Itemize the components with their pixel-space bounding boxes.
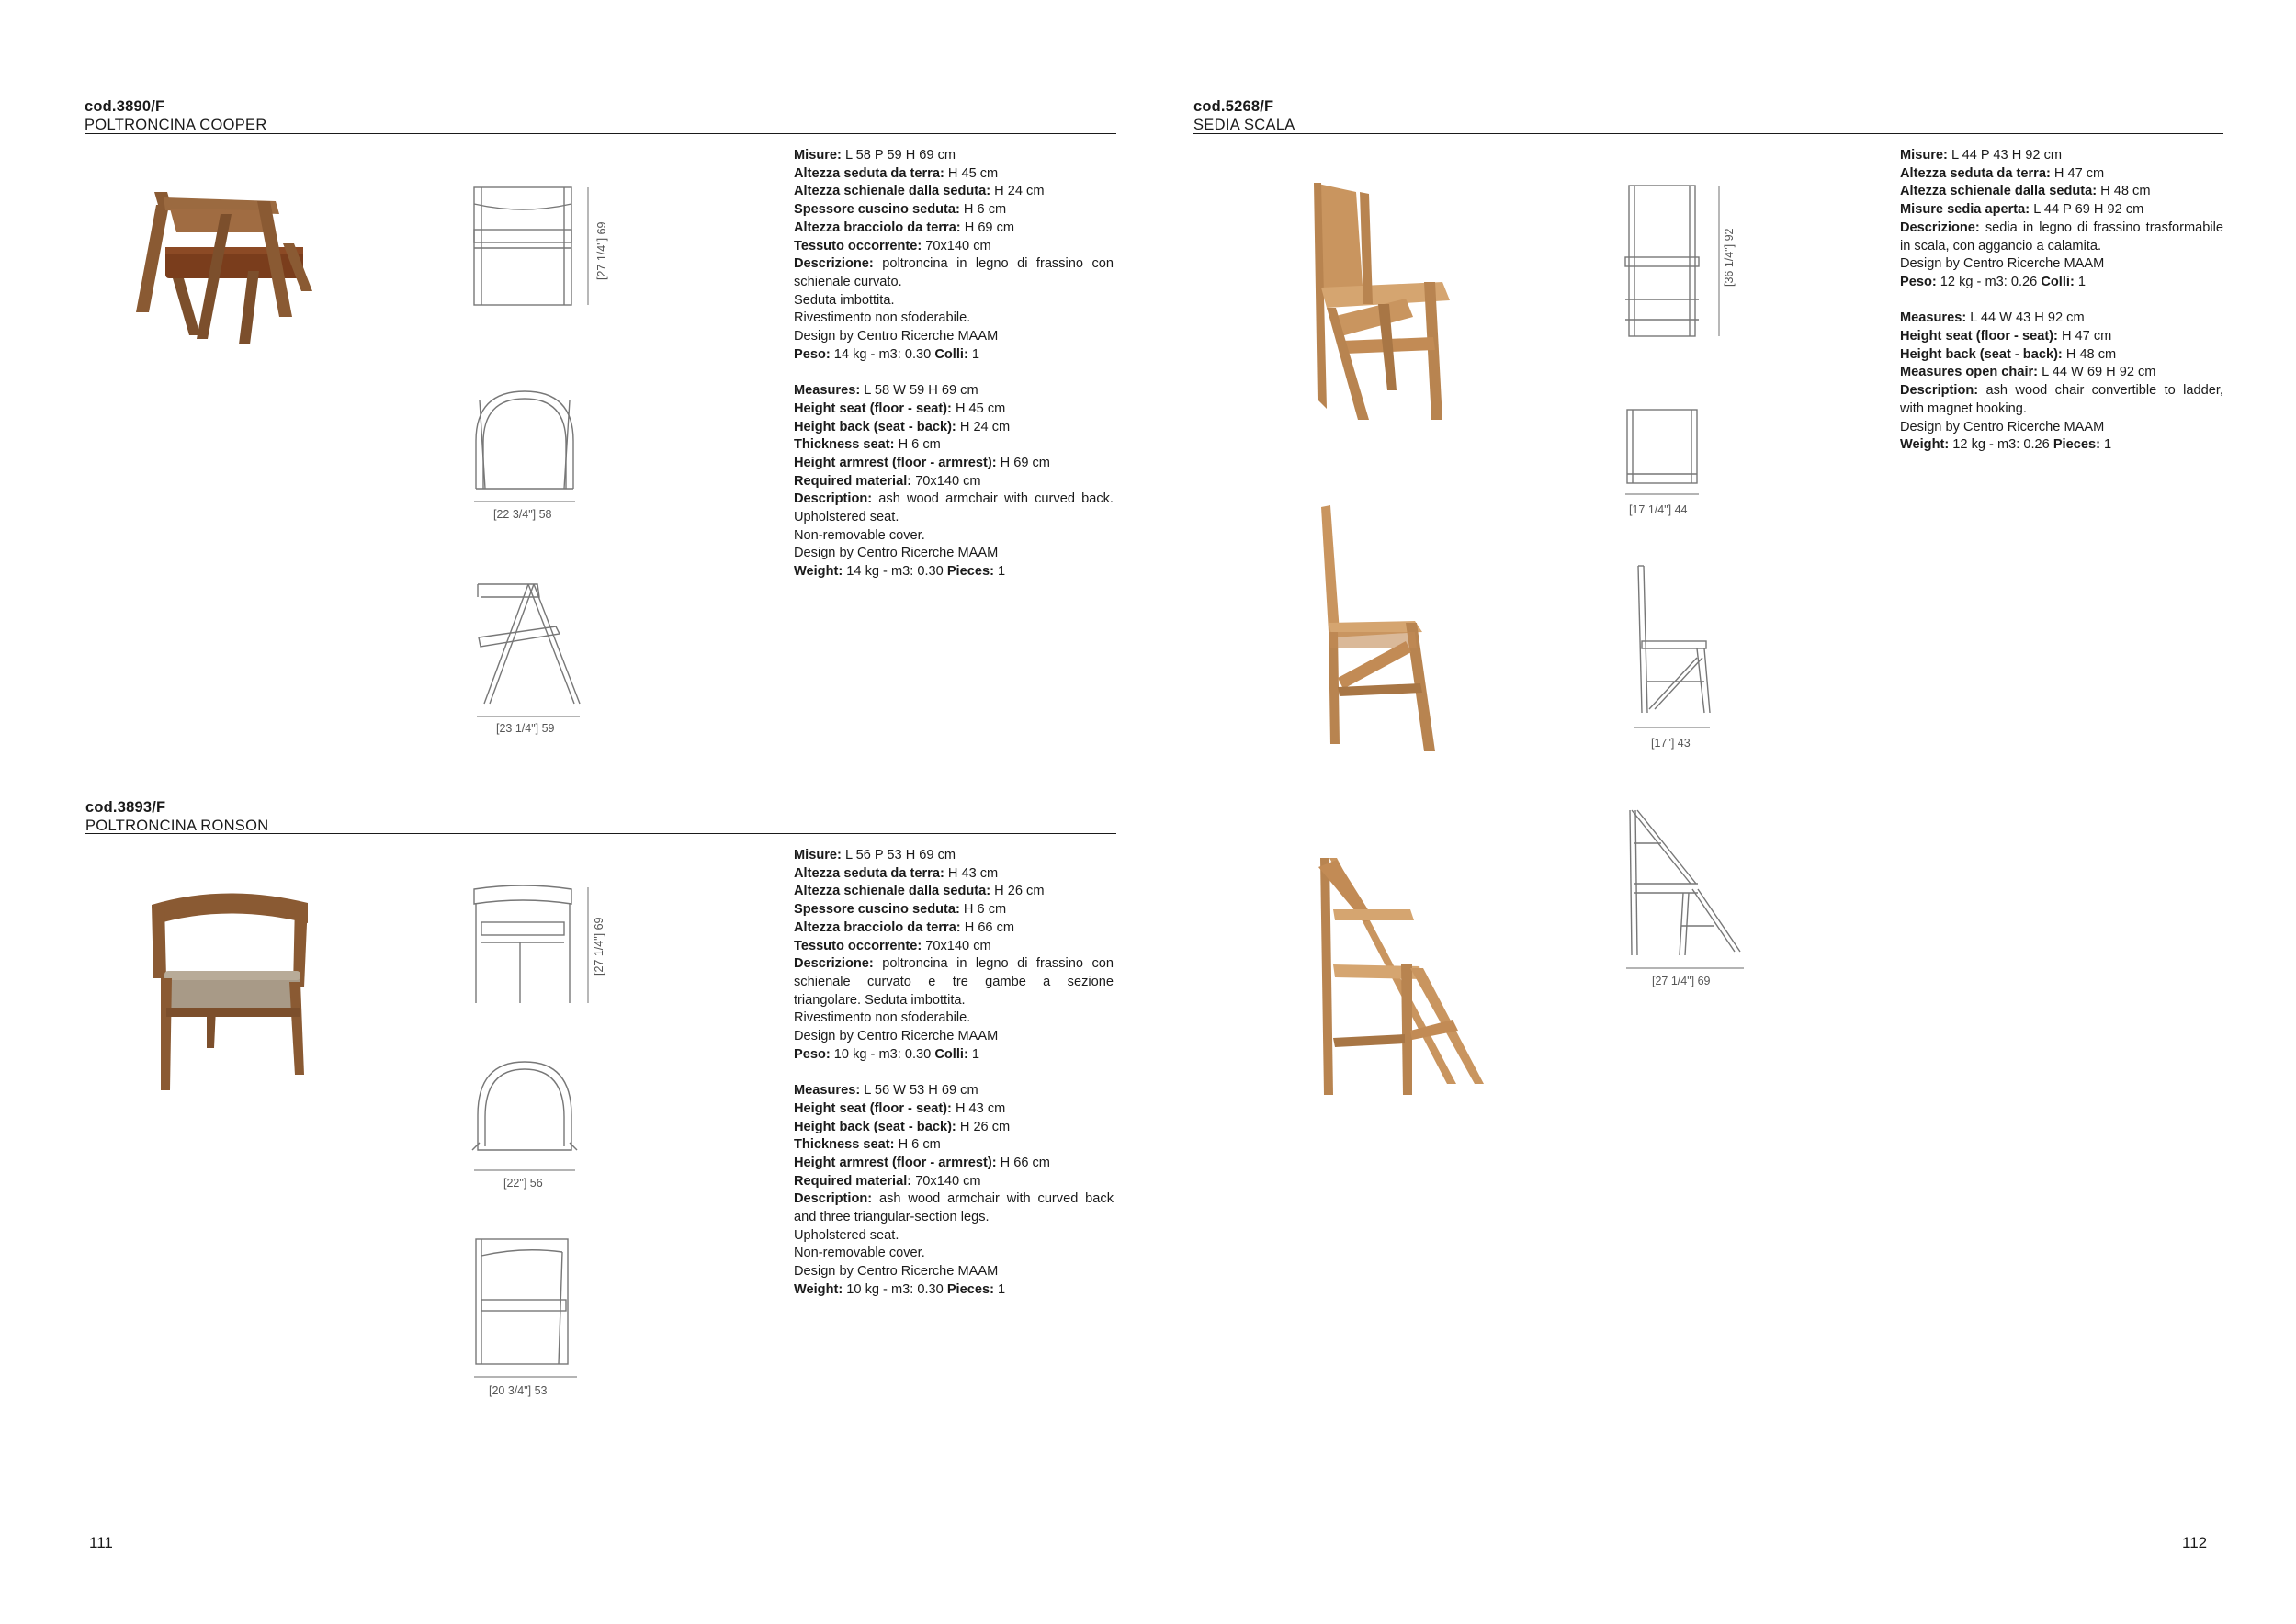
ronson-width-dim: [22"] 56	[503, 1177, 543, 1190]
spec-line: Altezza schienale dalla seduta: H 48 cm	[1900, 184, 2151, 199]
spec-line: Rivestimento non sfoderabile.	[794, 1010, 971, 1026]
page-number-right: 112	[2182, 1534, 2208, 1551]
spec-line: Measures: L 58 W 59 H 69 cm	[794, 383, 978, 399]
spec-line: Misure sedia aperta: L 44 P 69 H 92 cm	[1900, 202, 2144, 218]
spec-line: Misure: L 44 P 43 H 92 cm	[1900, 148, 2063, 163]
ronson-spec-it	[794, 847, 1114, 1300]
spec-line: Description: ash wood armchair with curved back	[794, 1191, 1114, 1207]
spec-line: Weight: 10 kg - m3: 0.30 Pieces: 1	[794, 1281, 1006, 1297]
spec-line: Measures open chair: L 44 W 69 H 92 cm	[1900, 365, 2156, 380]
spec-line: Altezza bracciolo da terra: H 66 cm	[794, 919, 1015, 935]
product-code: cod.3893/F	[85, 799, 166, 816]
scala-spec-it	[1900, 147, 2223, 455]
scala-top-drawing	[1622, 406, 1704, 498]
spec-line: Thickness seat: H 6 cm	[794, 437, 941, 453]
section-divider	[1193, 133, 2223, 134]
section-divider	[85, 133, 1116, 134]
spec-line: Design by Centro Ricerche MAAM	[794, 546, 999, 561]
scala-open-drawing	[1624, 806, 1753, 972]
ronson-side-drawing	[470, 1235, 581, 1382]
spec-line: Spessore cuscino seduta: H 6 cm	[794, 902, 1007, 918]
scala-width-dim: [17 1/4"] 44	[1629, 503, 1688, 516]
spec-line: Peso: 12 kg - m3: 0.26 Colli: 1	[1900, 274, 2086, 289]
spec-line: Altezza schienale dalla seduta: H 24 cm	[794, 184, 1045, 199]
spec-line: Peso: 14 kg - m3: 0.30 Colli: 1	[794, 346, 979, 362]
ronson-top-drawing	[470, 1054, 581, 1174]
spec-line: Height seat (floor - seat): H 47 cm	[1900, 329, 2112, 344]
spec-line: Design by Centro Ricerche MAAM	[1900, 256, 2105, 272]
section-divider	[85, 833, 1116, 834]
spec-line: Upholstered seat.	[794, 510, 899, 525]
spec-line: Peso: 10 kg - m3: 0.30 Colli: 1	[794, 1046, 979, 1062]
ronson-armchair-photo	[142, 886, 326, 1098]
scala-height-dim: [36 1/4"] 92	[1723, 228, 1736, 287]
spec-line: Description: ash wood armchair with curved back.	[794, 491, 1114, 507]
spec-line: Height back (seat - back): H 48 cm	[1900, 346, 2117, 362]
cooper-depth-dim: [23 1/4"] 59	[496, 722, 555, 735]
spec-line: Height back (seat - back): H 26 cm	[794, 1119, 1011, 1134]
spec-line: Tessuto occorrente: 70x140 cm	[794, 938, 991, 953]
spec-line: Upholstered seat.	[794, 1227, 899, 1243]
spec-line: with magnet hooking.	[1900, 400, 2027, 416]
spec-line: Height seat (floor - seat): H 43 cm	[794, 1100, 1006, 1116]
spec-line: Required material: 70x140 cm	[794, 1173, 981, 1189]
ronson-front-drawing	[469, 882, 606, 1010]
cooper-spec-it	[794, 147, 1114, 581]
spec-line: Non-removable cover.	[794, 1246, 925, 1261]
page-number-left: 111	[89, 1534, 113, 1551]
spec-line: Descrizione: poltroncina in legno di frassino con	[794, 256, 1114, 272]
product-code: cod.5268/F	[1193, 98, 1274, 115]
spec-line: Seduta imbottita.	[794, 292, 895, 308]
spec-line: Misure: L 56 P 53 H 69 cm	[794, 848, 956, 863]
spec-line: Height seat (floor - seat): H 45 cm	[794, 400, 1006, 416]
cooper-armchair-photo	[129, 188, 331, 390]
spec-line: Measures: L 44 W 43 H 92 cm	[1900, 310, 2085, 326]
ronson-height-dim: [27 1/4"] 69	[593, 917, 605, 976]
spec-line: Design by Centro Ricerche MAAM	[794, 329, 999, 344]
scala-open-dim: [27 1/4"] 69	[1652, 975, 1711, 987]
spec-line: Weight: 12 kg - m3: 0.26 Pieces: 1	[1900, 437, 2112, 453]
spec-line: Design by Centro Ricerche MAAM	[1900, 419, 2105, 434]
product-name: SEDIA SCALA	[1193, 117, 1295, 133]
scala-chair-photo-front	[1305, 179, 1461, 427]
cooper-front-drawing	[469, 184, 606, 312]
spec-line: Height back (seat - back): H 24 cm	[794, 419, 1011, 434]
spec-line: Altezza seduta da terra: H 43 cm	[794, 865, 999, 881]
scala-side-drawing	[1631, 562, 1714, 732]
spec-line: Height armrest (floor - armrest): H 69 cm	[794, 455, 1050, 470]
spec-line: schienale curvato e tre gambe a sezione	[794, 974, 1114, 989]
spec-line: Measures: L 56 W 53 H 69 cm	[794, 1083, 978, 1099]
cooper-side-drawing	[473, 579, 583, 721]
spec-line: Required material: 70x140 cm	[794, 473, 981, 489]
spec-line: Description: ash wood chair convertible to ladder,	[1900, 383, 2223, 399]
scala-depth-dim: [17"] 43	[1651, 737, 1691, 750]
product-name: POLTRONCINA COOPER	[85, 117, 267, 133]
spec-line: Non-removable cover.	[794, 527, 925, 543]
scala-chair-photo-side	[1314, 503, 1452, 761]
spec-line: Design by Centro Ricerche MAAM	[794, 1029, 999, 1044]
spec-line: Design by Centro Ricerche MAAM	[794, 1264, 999, 1280]
ronson-depth-dim: [20 3/4"] 53	[489, 1384, 548, 1397]
spec-line: Thickness seat: H 6 cm	[794, 1137, 941, 1153]
spec-line: Altezza seduta da terra: H 45 cm	[794, 165, 999, 181]
spec-line: triangolare. Seduta imbottita.	[794, 992, 966, 1008]
spec-line: Spessore cuscino seduta: H 6 cm	[794, 202, 1007, 218]
spec-line: Height armrest (floor - armrest): H 66 cm	[794, 1155, 1050, 1170]
spec-line: schienale curvato.	[794, 274, 902, 289]
cooper-width-dim: [22 3/4"] 58	[493, 508, 552, 521]
spec-line: Altezza schienale dalla seduta: H 26 cm	[794, 884, 1045, 899]
scala-ladder-photo	[1309, 854, 1493, 1102]
cooper-height-dim: [27 1/4"] 69	[595, 221, 608, 280]
spec-line: Altezza bracciolo da terra: H 69 cm	[794, 220, 1015, 235]
spec-line: Misure: L 58 P 59 H 69 cm	[794, 148, 956, 163]
spec-line: in scala, con aggancio a calamita.	[1900, 238, 2102, 254]
spec-line: Altezza seduta da terra: H 47 cm	[1900, 165, 2105, 181]
product-name: POLTRONCINA RONSON	[85, 818, 269, 834]
cooper-top-drawing	[470, 386, 581, 505]
spec-line: Descrizione: sedia in legno di frassino trasformabile	[1900, 220, 2223, 235]
spec-line: Tessuto occorrente: 70x140 cm	[794, 238, 991, 254]
spec-line: Weight: 14 kg - m3: 0.30 Pieces: 1	[794, 564, 1006, 580]
spec-line: Rivestimento non sfoderabile.	[794, 310, 971, 326]
spec-line: and three triangular-section legs.	[794, 1210, 990, 1225]
product-code: cod.3890/F	[85, 98, 165, 115]
spec-line: Descrizione: poltroncina in legno di frassino con	[794, 956, 1114, 972]
scala-front-drawing	[1622, 182, 1732, 343]
